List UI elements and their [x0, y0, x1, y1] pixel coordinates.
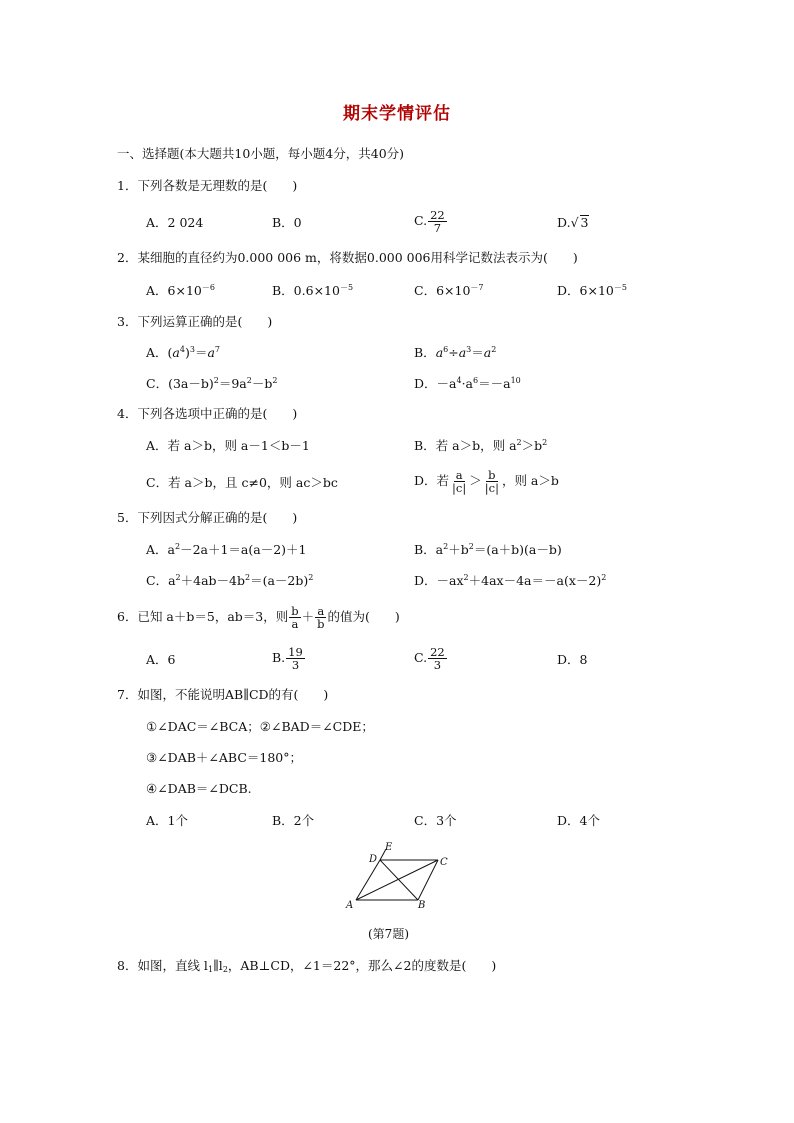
- q4-option-c: C．若 a＞b，且 c≠0，则 ac＞bc: [146, 475, 338, 490]
- fraction: $\frac{22}{7}$: [430, 208, 445, 235]
- q2-option-d: D．$6\times 10^{-5}$: [557, 283, 627, 298]
- section-heading: 一、选择题(本大题共10小题，每小题4分，共40分): [117, 146, 405, 161]
- q3-option-a: A．$(a^4)^3=a^7$: [146, 345, 220, 360]
- q5-option-c: C．$a^2+4ab-4b^2=(a-2b)^2$: [146, 573, 314, 588]
- q6-option-a: A．6: [146, 652, 176, 667]
- question-7-stem: 7．如图，不能说明AB∥CD的有( ): [117, 687, 329, 702]
- q7-figure: [340, 838, 460, 918]
- diagonal-db: [380, 860, 418, 900]
- q7-option-c: C．3个: [414, 813, 457, 828]
- question-6-stem: 6．已知 a＋b＝5，ab＝3，则 $\frac{b}{a}$ ＋ $\frac{a}{b}$ 的值为( ): [117, 604, 400, 631]
- q4-option-b: B．若 a＞b，则 $a^2>b^2$: [414, 438, 548, 453]
- q1-option-c: C. $\frac{22}{7}$: [414, 208, 445, 235]
- figure-caption: (第7题): [368, 927, 409, 941]
- q7-option-b: B．2个: [272, 813, 315, 828]
- q2-option-c: C．$6\times 10^{-7}$: [414, 283, 484, 298]
- sqrt-icon: √: [570, 215, 579, 230]
- label-b: B: [418, 900, 426, 911]
- q3-option-b: B．$a^6\div a^3=a^2$: [414, 345, 497, 360]
- segment-bc: [418, 860, 438, 900]
- q7-option-a: A．1个: [146, 813, 188, 828]
- label-d: D: [369, 854, 378, 865]
- q5-option-b: B．$a^2+b^2=(a+b)(a-b)$: [414, 542, 562, 557]
- question-4-stem: 4．下列各选项中正确的是( ): [117, 406, 298, 421]
- label-c: C: [440, 857, 448, 868]
- page-title: 期末学情评估: [343, 104, 451, 124]
- q6-option-b: B. $\frac{19}{3}$: [272, 645, 303, 672]
- question-2-stem: 2．某细胞的直径约为0.000 006 m，将数据0.000 006用科学记数法表示为( ): [117, 250, 578, 265]
- question-5-stem: 5．下列因式分解正确的是( ): [117, 510, 298, 525]
- q2-option-a: A．$6\times 10^{-6}$: [146, 283, 215, 298]
- q5-option-d: D．$-ax^2+4ax-4a=-a(x-2)^2$: [414, 573, 607, 588]
- q6-option-c: C. $\frac{22}{3}$: [414, 645, 445, 672]
- q1-option-b: B．0: [272, 215, 302, 230]
- question-3-stem: 3．下列运算正确的是( ): [117, 314, 273, 329]
- q7-statement-4: ④∠DAB＝∠DCB.: [146, 781, 252, 796]
- question-8-stem: 8．如图，直线 $l_1\parallel l_2$，AB⊥CD，∠1＝22°，那么∠2的度数是( ): [117, 958, 497, 974]
- question-1-stem: 1．下列各数是无理数的是( ): [117, 178, 298, 193]
- q6-option-d: D．8: [557, 652, 588, 667]
- q5-option-a: A．$a^2-2a+1=a(a-2)+1$: [146, 542, 307, 557]
- q7-option-d: D．4个: [557, 813, 600, 828]
- q3-option-d: D．$-a^4\cdot a^6=-a^{10}$: [414, 376, 521, 391]
- q4-option-a: A．若 a＞b，则 a－1＜b－1: [146, 438, 310, 453]
- q3-option-c: C．$(3a-b)^2=9a^2-b^2$: [146, 376, 278, 391]
- label-a: A: [346, 900, 354, 911]
- q7-statement-3: ③∠DAB＋∠ABC＝180°；: [146, 750, 303, 765]
- q2-option-b: B．$0.6\times 10^{-5}$: [272, 283, 354, 298]
- q7-statement-1-2: ①∠DAC＝∠BCA；②∠BAD＝∠CDE；: [146, 719, 374, 734]
- q1-option-a: A．2 024: [146, 215, 204, 230]
- q1-option-d: D.√ 3: [557, 215, 589, 230]
- q4-option-d: D．若 $\frac{a}{|c|}$ ＞ $\frac{b}{|c|}$ ，则 a＞b: [414, 468, 559, 495]
- label-e: E: [385, 842, 393, 853]
